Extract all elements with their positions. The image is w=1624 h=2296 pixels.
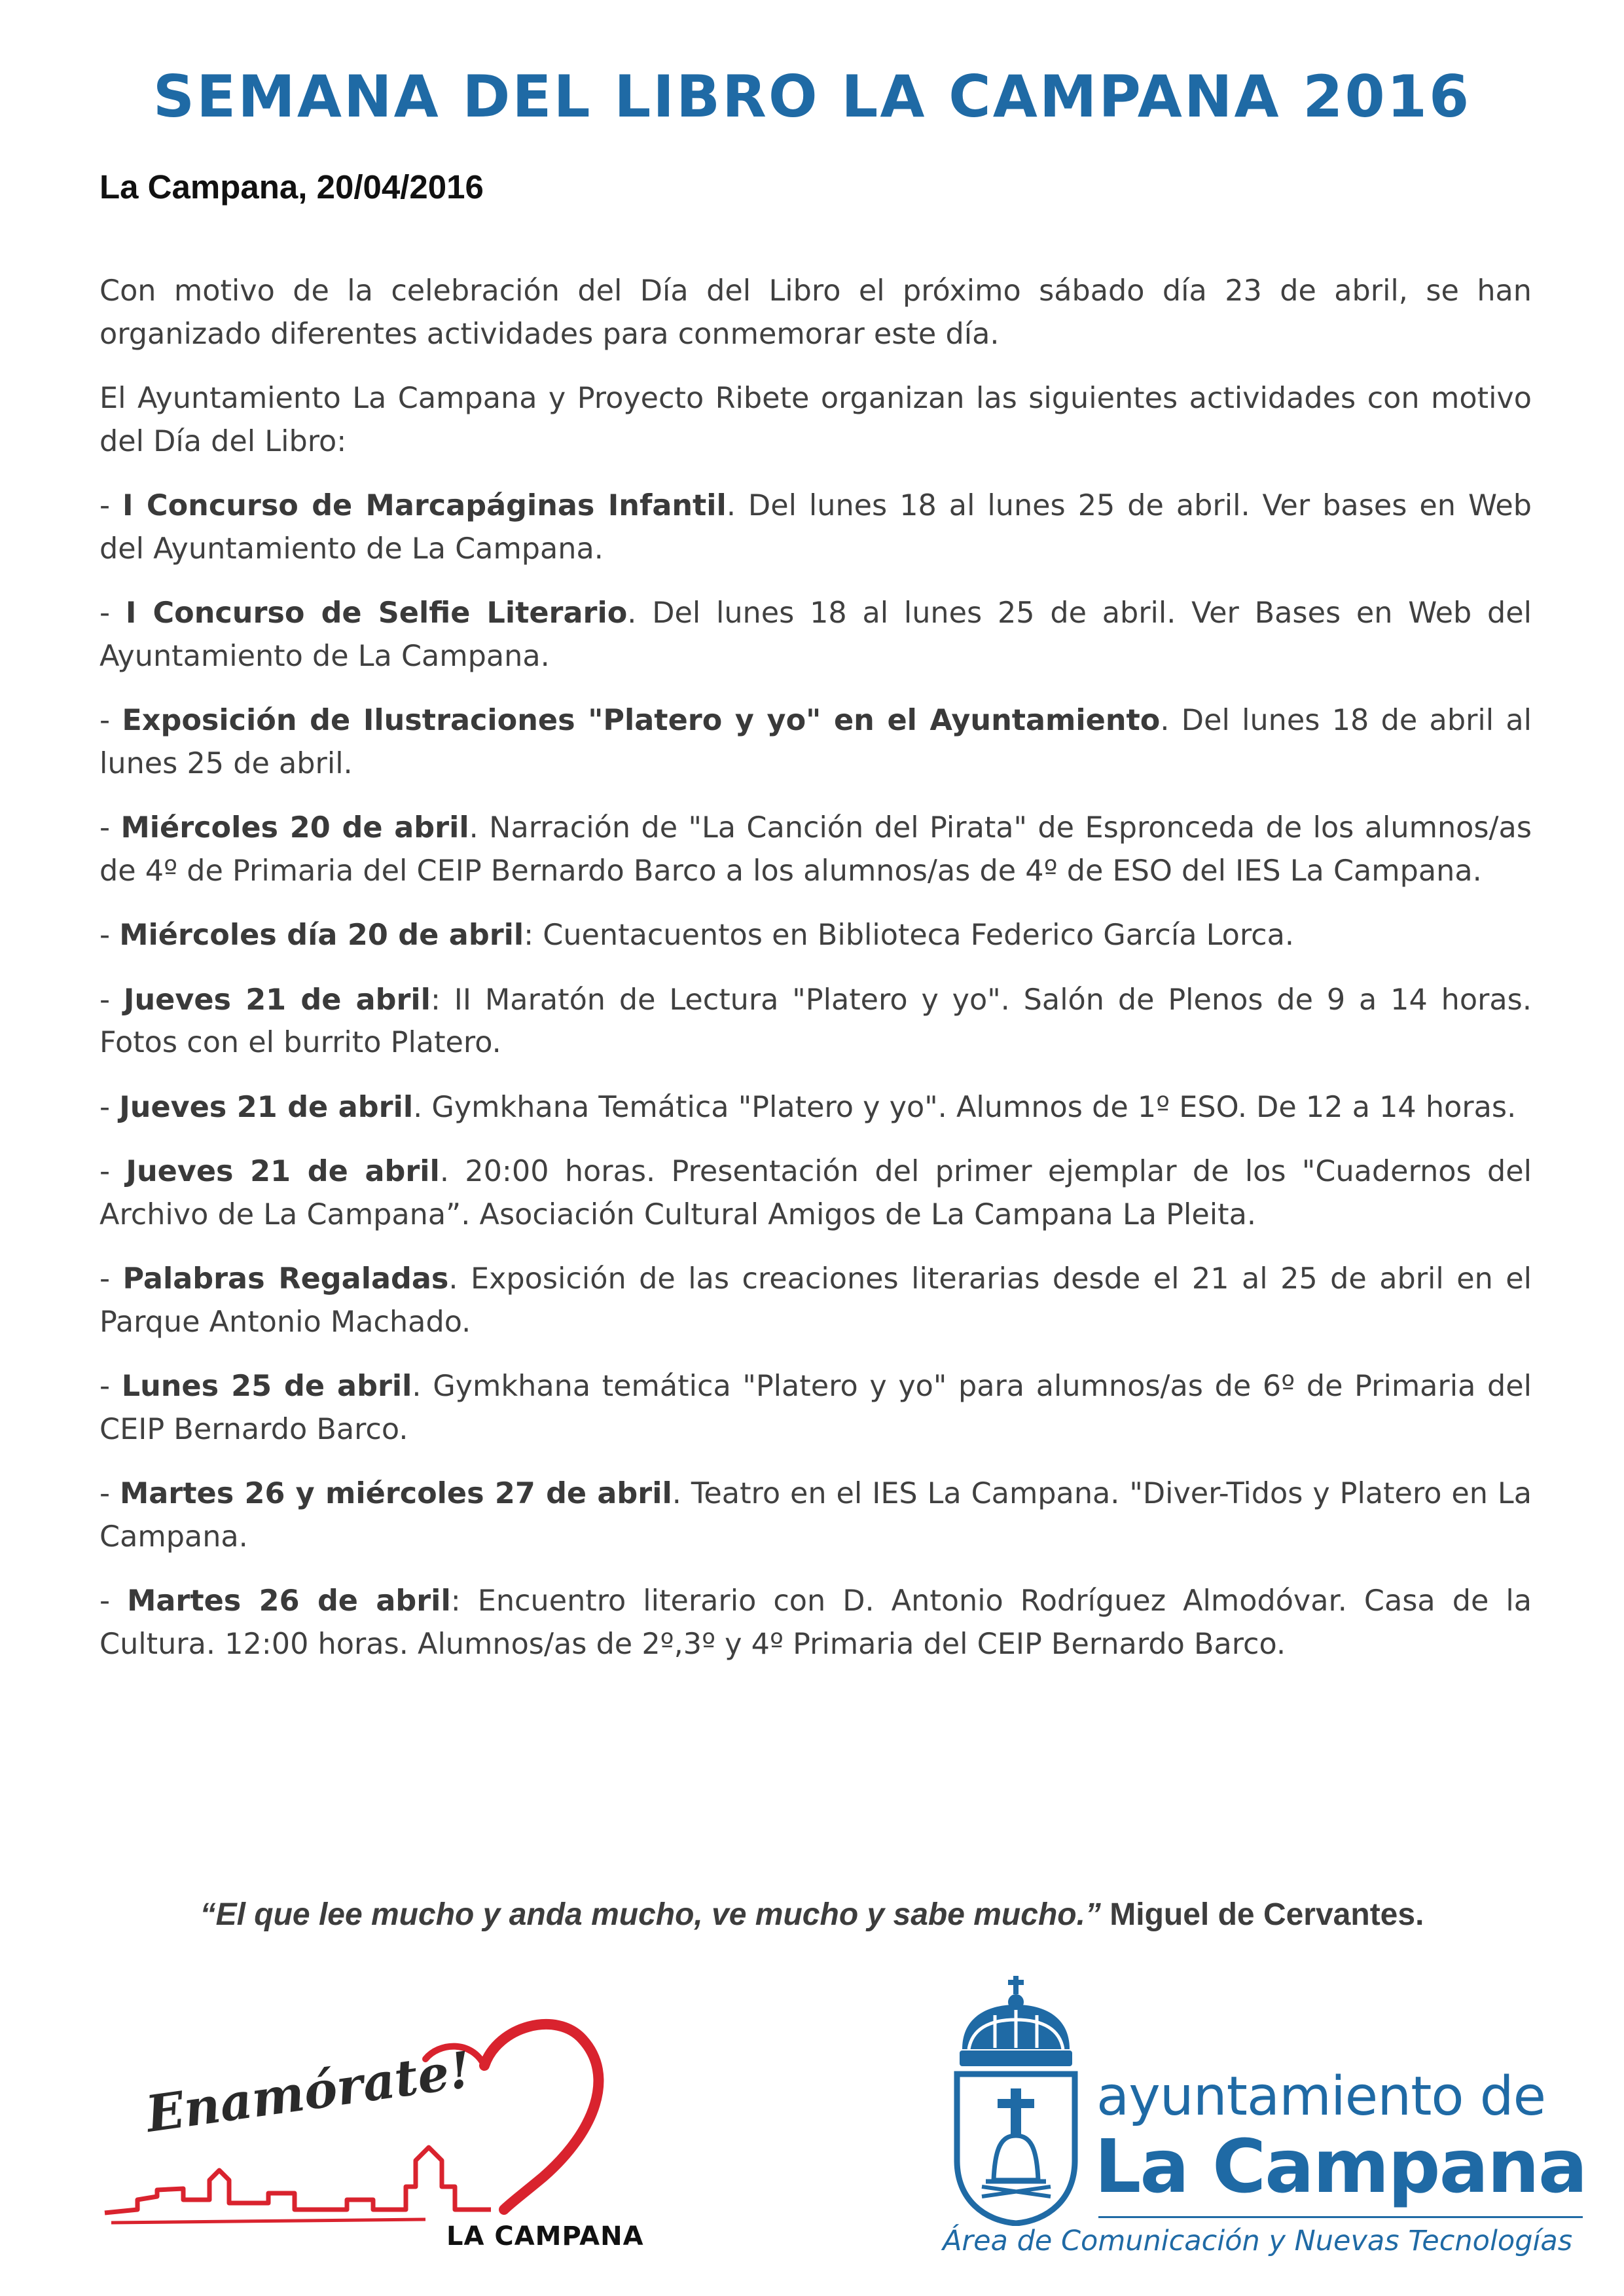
activity-dash: -	[99, 596, 126, 630]
activity-description: : Encuentro literario con D. Antonio Rodríguez Almodóvar. Casa de la Cultura. 12:00 horas. Alumnos/as de 2º,3º y 4º Primaria del CEIP Bernardo Barco.	[99, 1584, 1532, 1661]
activity-item	[99, 1086, 1532, 1129]
quote-author: Miguel de Cervantes.	[1110, 1897, 1424, 1932]
quote-text: “El que lee mucho y anda mucho, ve mucho y sabe mucho.”	[200, 1897, 1101, 1932]
activity-dash: -	[99, 1262, 123, 1296]
activity-description: . Del lunes 18 al lunes 25 de abril. Ver bases en Web del Ayuntamiento de La Campana.	[99, 489, 1532, 566]
logo-line2: La Campana	[1094, 2124, 1587, 2210]
activity-heading: Lunes 25 de abril	[121, 1370, 412, 1403]
activity-dash: -	[99, 489, 123, 522]
activity-dash: -	[99, 983, 124, 1017]
logo-slogan: Enamórate!	[142, 2040, 475, 2143]
activity-description: : II Maratón de Lectura "Platero y yo". Salón de Plenos de 9 a 14 horas. Fotos con el burrito Platero.	[99, 983, 1532, 1059]
coat-of-arms-icon	[943, 1964, 1093, 2226]
activity-description: . Del lunes 18 al lunes 25 de abril. Ver Bases en Web del Ayuntamiento de La Campana.	[99, 596, 1532, 673]
activity-heading: I Concurso de Selfie Literario	[125, 596, 628, 630]
activity-description: . Del lunes 18 de abril al lunes 25 de abril.	[99, 704, 1532, 780]
activity-heading: Martes 26 y miércoles 27 de abril	[120, 1477, 672, 1510]
activity-heading: Jueves 21 de abril	[123, 983, 431, 1017]
activity-list	[99, 484, 1532, 1666]
activity-heading: Jueves 21 de abril	[119, 1090, 414, 1124]
activity-item	[99, 979, 1532, 1065]
logo-line1: ayuntamiento de	[1096, 2066, 1546, 2128]
activity-item	[99, 1580, 1532, 1666]
activity-item	[99, 807, 1532, 892]
activity-heading: Miércoles día 20 de abril	[119, 919, 524, 952]
activity-heading: Martes 26 de abril	[127, 1584, 451, 1618]
activity-heading: I Concurso de Marcapáginas Infantil	[122, 489, 727, 522]
activity-description: . 20:00 horas. Presentación del primer ejemplar de los "Cuadernos del Archivo de La Campana”. Asociación Cultural Amigos de La Campana La Pleita.	[99, 1155, 1532, 1231]
document-body	[99, 270, 1532, 1687]
activity-dash: -	[99, 919, 120, 952]
activity-dash: -	[99, 704, 122, 737]
activity-dash: -	[99, 811, 121, 845]
activity-item	[99, 699, 1532, 785]
activity-item	[99, 1258, 1532, 1343]
activity-heading: Exposición de Ilustraciones "Platero y yo" en el Ayuntamiento	[122, 704, 1161, 737]
quote	[0, 1892, 1624, 1938]
activity-description: . Teatro en el IES La Campana. "Diver-Tidos y Platero en La Campana.	[99, 1477, 1532, 1554]
activity-description: . Gymkhana temática "Platero y yo" para alumnos/as de 6º de Primaria del CEIP Bernardo Barco.	[99, 1370, 1532, 1446]
logo-name: LA CAMPANA	[446, 2221, 644, 2251]
activity-heading: Palabras Regaladas	[122, 1262, 449, 1296]
activity-item	[99, 484, 1532, 570]
activity-heading: Jueves 21 de abril	[126, 1155, 440, 1188]
activity-item	[99, 1365, 1532, 1451]
activity-dash: -	[99, 1584, 128, 1618]
activity-item	[99, 1472, 1532, 1558]
document-title: SEMANA DEL LIBRO LA CAMPANA 2016	[153, 63, 1471, 130]
activity-description: . Narración de "La Canción del Pirata" de Espronceda de los alumnos/as de 4º de Primaria del CEIP Bernardo Barco a los alumnos/as de 4º de ESO del IES La Campana.	[99, 811, 1532, 888]
dateline: La Campana, 20/04/2016	[99, 168, 484, 206]
activity-item	[99, 592, 1532, 678]
activity-item	[99, 1150, 1532, 1236]
activity-description: . Gymkhana Temática "Platero y yo". Alumnos de 1º ESO. De 12 a 14 horas.	[413, 1090, 1517, 1124]
logo-area: Área de Comunicación y Nuevas Tecnologías	[943, 2225, 1573, 2257]
activity-description: . Exposición de las creaciones literarias desde el 21 al 25 de abril en el Parque Antonio Machado.	[99, 1262, 1532, 1339]
activity-dash: -	[99, 1370, 122, 1403]
intro-paragraph: Con motivo de la celebración del Día del Libro el próximo sábado día 23 de abril, se han organizado diferentes actividades para conmemorar este día.	[99, 274, 1532, 351]
logo-divider	[1098, 2216, 1583, 2218]
enamorate-logo	[98, 2013, 687, 2262]
activity-item	[99, 914, 1532, 957]
activity-dash: -	[99, 1090, 120, 1124]
activity-description: : Cuentacuentos en Biblioteca Federico García Lorca.	[524, 919, 1295, 952]
activity-dash: -	[99, 1155, 126, 1188]
ayuntamiento-logo	[943, 1964, 1597, 2272]
intro-paragraph: El Ayuntamiento La Campana y Proyecto Ribete organizan las siguientes actividades con motivo del Día del Libro:	[99, 382, 1532, 458]
activity-dash: -	[99, 1477, 120, 1510]
activity-heading: Miércoles 20 de abril	[120, 811, 469, 845]
